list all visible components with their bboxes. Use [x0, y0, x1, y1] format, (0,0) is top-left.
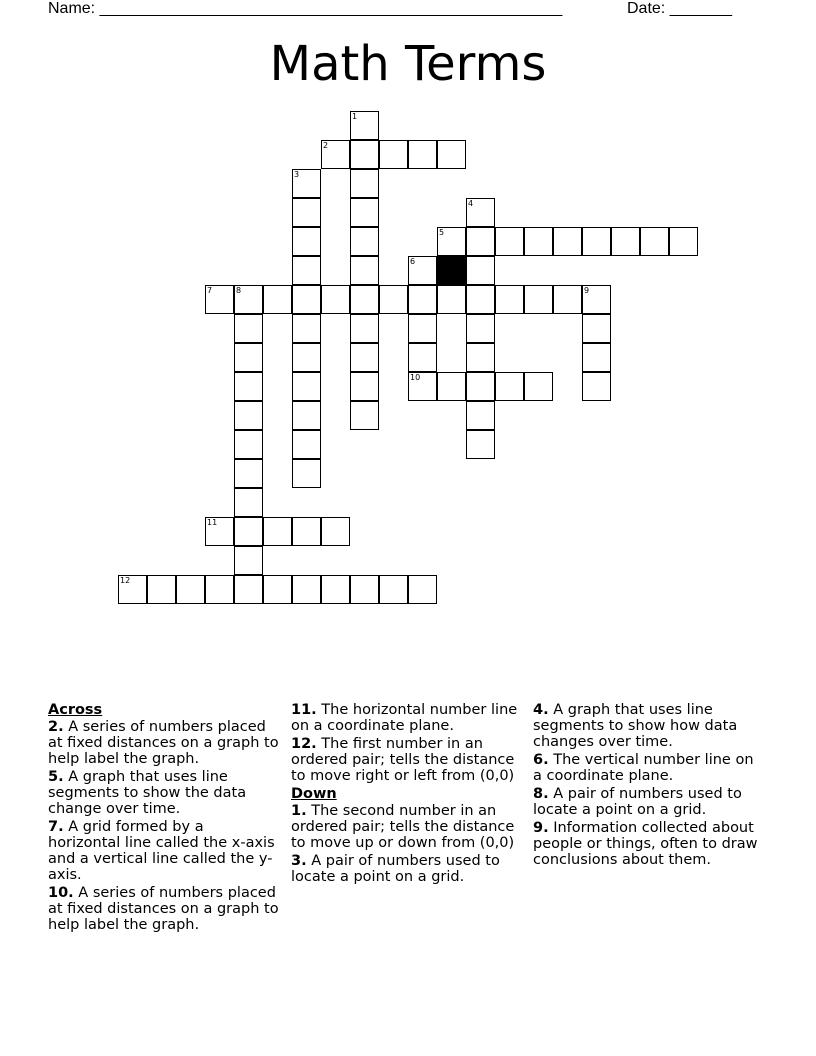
grid-cell[interactable]: [234, 546, 263, 575]
clues-column-1: [48, 702, 280, 935]
clue-across-2: [48, 719, 280, 767]
grid-cell[interactable]: [350, 372, 379, 401]
grid-cell[interactable]: [669, 227, 698, 256]
grid-cell[interactable]: [234, 430, 263, 459]
cell-number: 12: [120, 576, 131, 585]
clue-text: A graph that uses line segments to show the data change over time.: [48, 769, 247, 817]
clue-down-6: [533, 752, 765, 784]
date-blank[interactable]: _______: [669, 0, 732, 17]
grid-cell[interactable]: [292, 256, 321, 285]
grid-cell[interactable]: [495, 227, 524, 256]
clue-down-3: [291, 853, 523, 885]
page-title: Math Terms: [269, 36, 547, 92]
grid-cell[interactable]: [582, 227, 611, 256]
grid-cell[interactable]: [466, 343, 495, 372]
clue-across-12: [291, 736, 523, 784]
grid-cell[interactable]: [582, 372, 611, 401]
clues-column-2: [291, 702, 523, 887]
grid-cell[interactable]: [292, 430, 321, 459]
grid-cell[interactable]: [582, 314, 611, 343]
cell-number: 5: [439, 228, 445, 237]
clue-text: A pair of numbers used to locate a point on a grid.: [533, 786, 742, 818]
grid-cell[interactable]: [176, 575, 205, 604]
grid-cell[interactable]: [350, 314, 379, 343]
grid-cell[interactable]: [437, 285, 466, 314]
cell-number: 7: [207, 286, 213, 295]
clue-text: A pair of numbers used to locate a point on a grid.: [291, 853, 500, 885]
clue-text: The second number in an ordered pair; tells the distance to move up or down from (0,0): [291, 803, 515, 851]
cell-number: 8: [236, 286, 242, 295]
grid-cell[interactable]: [553, 285, 582, 314]
grid-cell[interactable]: [466, 256, 495, 285]
clue-number: 6.: [533, 752, 549, 768]
grid-cell[interactable]: [408, 285, 437, 314]
grid-cell[interactable]: [611, 227, 640, 256]
grid-cell[interactable]: [466, 314, 495, 343]
grid-cell[interactable]: [379, 140, 408, 169]
grid-cell[interactable]: [292, 401, 321, 430]
grid-cell[interactable]: [379, 285, 408, 314]
clue-number: 10.: [48, 885, 74, 901]
grid-cell[interactable]: [524, 227, 553, 256]
clue-text: A series of numbers placed at fixed distances on a graph to help label the graph.: [48, 885, 279, 933]
grid-cell[interactable]: [350, 401, 379, 430]
grid-cell[interactable]: [292, 285, 321, 314]
grid-cell[interactable]: [408, 314, 437, 343]
clue-text: The vertical number line on a coordinate plane.: [533, 752, 754, 784]
cell-number: 9: [584, 286, 590, 295]
grid-cell[interactable]: [234, 575, 263, 604]
cell-number: 11: [207, 518, 218, 527]
grid-block: [437, 256, 466, 285]
grid-cell[interactable]: [640, 227, 669, 256]
clue-across-11: [291, 702, 523, 734]
down-heading: Down: [291, 786, 337, 802]
grid-cell[interactable]: [582, 343, 611, 372]
cell-number: 6: [410, 257, 416, 266]
name-label: Name:: [48, 0, 96, 17]
clue-number: 3.: [291, 853, 307, 869]
grid-cell[interactable]: [292, 198, 321, 227]
grid-cell[interactable]: [234, 314, 263, 343]
grid-cell[interactable]: [495, 372, 524, 401]
cell-number: 2: [323, 141, 329, 150]
grid-cell[interactable]: [263, 517, 292, 546]
grid-cell[interactable]: [205, 575, 234, 604]
grid-cell[interactable]: [553, 227, 582, 256]
clue-number: 4.: [533, 702, 549, 718]
clue-number: 8.: [533, 786, 549, 802]
clue-down-1: [291, 803, 523, 851]
clue-down-8: [533, 786, 765, 818]
grid-cell[interactable]: [321, 517, 350, 546]
clues-column-3: [533, 702, 765, 870]
grid-cell[interactable]: [350, 575, 379, 604]
grid-cell[interactable]: [408, 575, 437, 604]
clue-number: 2.: [48, 719, 64, 735]
clue-number: 1.: [291, 803, 307, 819]
clue-number: 9.: [533, 820, 549, 836]
grid-cell[interactable]: [292, 227, 321, 256]
grid-cell[interactable]: [466, 285, 495, 314]
grid-cell[interactable]: [234, 488, 263, 517]
grid-cell[interactable]: [379, 575, 408, 604]
grid-cell[interactable]: [495, 285, 524, 314]
cell-number: 10: [410, 373, 421, 382]
grid-cell[interactable]: [437, 140, 466, 169]
grid-cell[interactable]: [466, 401, 495, 430]
date-label: Date:: [627, 0, 666, 17]
clue-number: 11.: [291, 702, 317, 718]
grid-cell[interactable]: [408, 140, 437, 169]
grid-cell[interactable]: [350, 227, 379, 256]
grid-cell[interactable]: [292, 517, 321, 546]
grid-cell[interactable]: [234, 343, 263, 372]
cell-number: 4: [468, 199, 474, 208]
clue-number: 12.: [291, 736, 317, 752]
grid-cell[interactable]: [466, 430, 495, 459]
clue-across-7: [48, 819, 280, 883]
grid-cell[interactable]: [350, 343, 379, 372]
grid-cell[interactable]: [234, 517, 263, 546]
grid-cell[interactable]: [147, 575, 176, 604]
grid-cell[interactable]: [350, 140, 379, 169]
grid-cell[interactable]: [292, 459, 321, 488]
grid-cell[interactable]: [234, 372, 263, 401]
across-heading: Across: [48, 702, 103, 718]
clue-down-4: [533, 702, 765, 750]
clue-text: A series of numbers placed at fixed distances on a graph to help label the graph.: [48, 719, 279, 767]
grid-cell[interactable]: [524, 372, 553, 401]
grid-cell[interactable]: [466, 227, 495, 256]
grid-cell[interactable]: [292, 372, 321, 401]
clue-text: The first number in an ordered pair; tells the distance to move right or left from (0,0): [291, 736, 515, 784]
grid-cell[interactable]: [350, 285, 379, 314]
grid-cell[interactable]: [350, 169, 379, 198]
clue-across-5: [48, 769, 280, 817]
clue-down-9: [533, 820, 765, 868]
grid-cell[interactable]: [524, 285, 553, 314]
clue-number: 5.: [48, 769, 64, 785]
grid-cell[interactable]: [292, 575, 321, 604]
grid-cell[interactable]: [234, 459, 263, 488]
clue-text: The horizontal number line on a coordinate plane.: [291, 702, 518, 734]
grid-cell[interactable]: [263, 575, 292, 604]
grid-cell[interactable]: [437, 372, 466, 401]
clue-across-10: [48, 885, 280, 933]
clue-text: A graph that uses line segments to show how data changes over time.: [533, 702, 738, 750]
cell-number: 3: [294, 170, 300, 179]
grid-cell[interactable]: [321, 285, 350, 314]
name-blank[interactable]: ____________________________________________________: [99, 0, 563, 17]
grid-cell[interactable]: [263, 285, 292, 314]
cell-number: 1: [352, 112, 358, 121]
grid-cell[interactable]: [408, 343, 437, 372]
clue-number: 7.: [48, 819, 64, 835]
grid-cell[interactable]: [321, 575, 350, 604]
grid-cell[interactable]: [466, 372, 495, 401]
grid-cell[interactable]: [350, 256, 379, 285]
grid-cell[interactable]: [292, 314, 321, 343]
clue-text: A grid formed by a horizontal line called the x-axis and a vertical line called the y-axis.: [48, 819, 275, 883]
grid-cell[interactable]: [234, 401, 263, 430]
grid-cell[interactable]: [292, 343, 321, 372]
clue-text: Information collected about people or things, often to draw conclusions about them.: [533, 820, 758, 868]
grid-cell[interactable]: [350, 198, 379, 227]
